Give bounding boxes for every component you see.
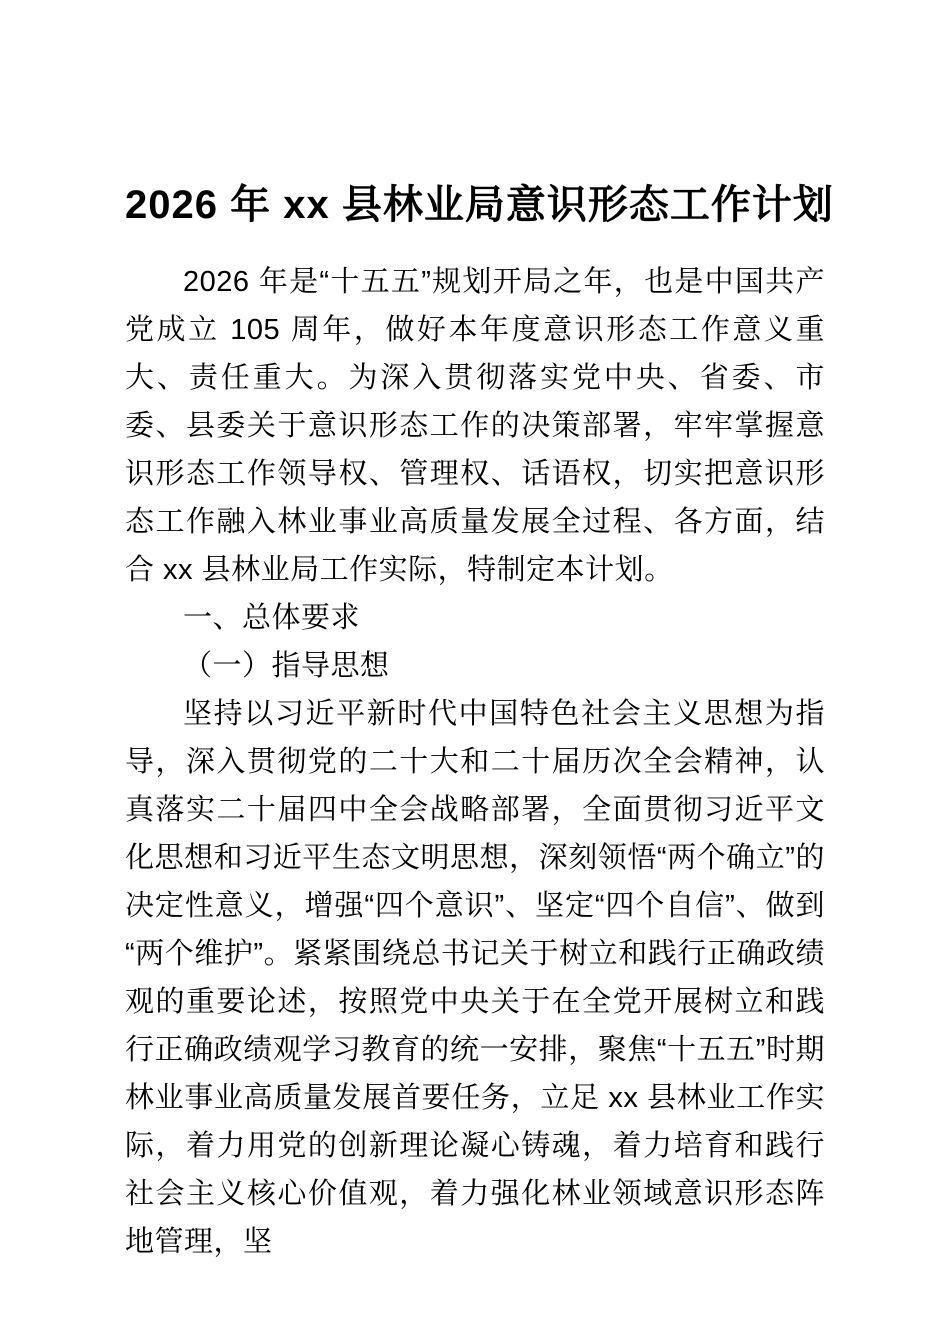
paragraph-introduction: 2026 年是“十五五”规划开局之年，也是中国共产党成立 105 周年，做好本年度意识形态工作意义重大、责任重大。为深入贯彻落实党中央、省委、市委、县委关于意识形态工作的决策部署，牢牢掌握意识形态工作领导权、管理权、话语权，切实把意识形态工作融入林业事业高质量发展全过程、各方面，结合 xx 县林业局工作实际，特制定本计划。 [125, 266, 825, 586]
subsection-heading-guiding-ideology: （一）指导思想 [183, 650, 390, 682]
paragraph-guiding-ideology-body: 坚持以习近平新时代中国特色社会主义思想为指导，深入贯彻党的二十大和二十届历次全会精神，认真落实二十届四中全会战略部署，全面贯彻习近平文化思想和习近平生态文明思想，深刻领悟“两个确立”的决定性意义，增强“四个意识”、坚定“四个自信”、做到“两个维护”。紧紧围绕总书记关于树立和践行正确政绩观的重要论述，按照党中央关于在全党开展树立和践行正确政绩观学习教育的统一安排，聚焦“十五五”时期林业事业高质量发展首要任务，立足 xx 县林业工作实际，着力用党的创新理论凝心铸魂，着力培育和践行社会主义核心价值观，着力强化林业领域意识形态阵地管理，坚 [125, 698, 825, 1258]
document-title: 2026 年 xx 县林业局意识形态工作计划 [125, 183, 834, 227]
section-heading-overall-requirements: 一、总体要求 [183, 602, 361, 634]
